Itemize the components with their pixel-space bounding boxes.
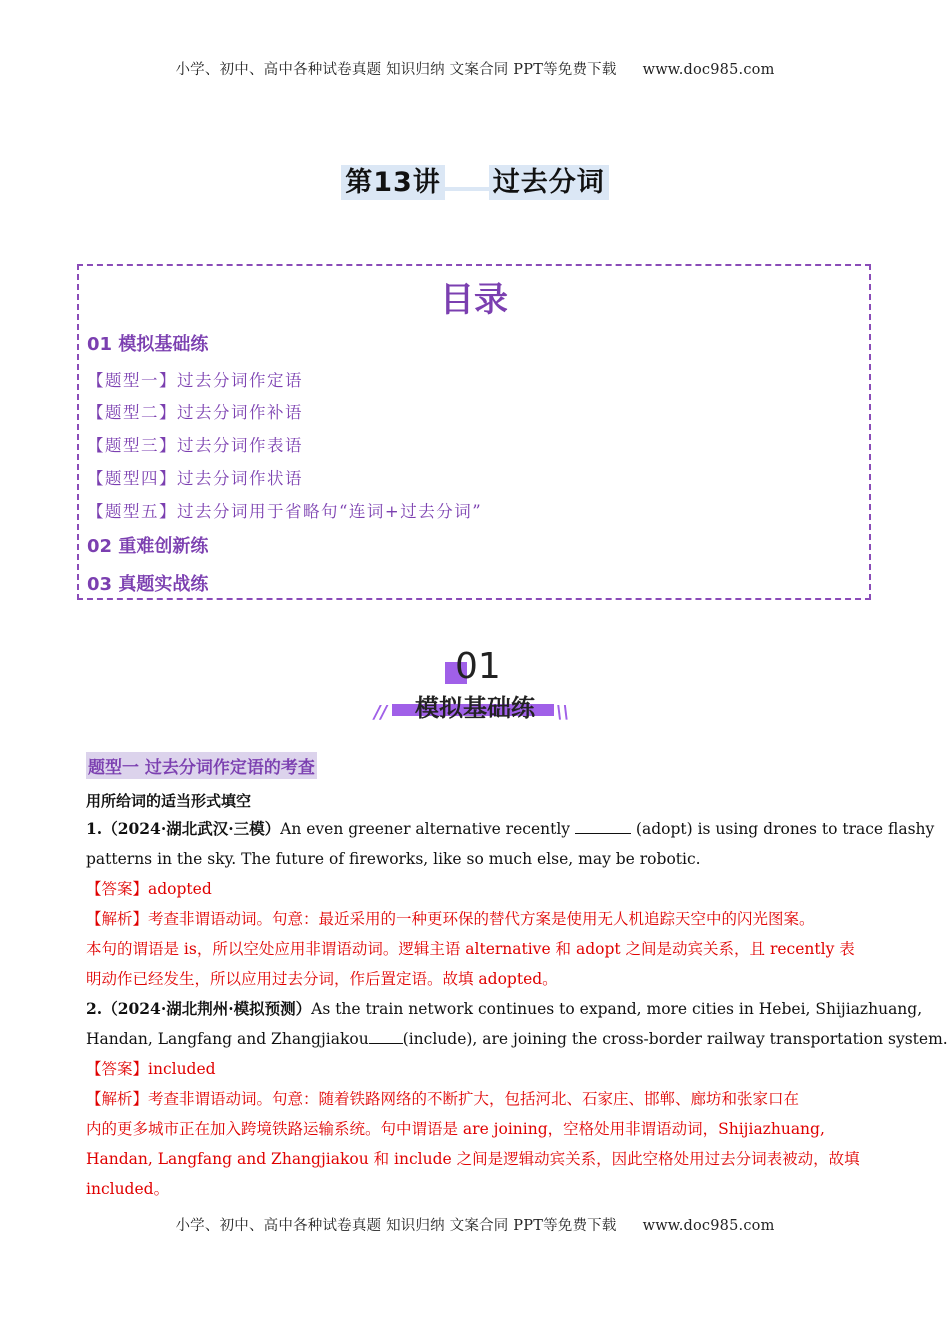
backslash-decoration: \\ [556,702,570,723]
table-of-contents [77,264,871,600]
toc-item[interactable]: 【题型四】过去分词作状语 [87,469,303,488]
section-badge [0,646,950,726]
q2-blank[interactable] [369,1027,403,1044]
page-footer [0,1214,950,1235]
lecture-number: 第13讲 [341,165,445,200]
badge-label: 模拟基础练 [415,694,535,722]
toc-item[interactable]: 【题型二】过去分词作补语 [87,403,303,422]
toc-section-1[interactable]: 01 模拟基础练 [87,334,209,355]
q2-source: （2024·湖北荆州·模拟预测） [102,999,312,1018]
header-text: 小学、初中、高中各种试卷真题 知识归纳 文案合同 PPT等免费下载 [175,62,617,78]
q1-blank[interactable] [575,817,631,834]
footer-text: 小学、初中、高中各种试卷真题 知识归纳 文案合同 PPT等免费下载 [175,1218,617,1234]
q1-source: （2024·湖北武汉·三模） [102,819,281,838]
q2-number: 2. [86,999,103,1018]
toc-item[interactable]: 【题型三】过去分词作表语 [87,436,303,455]
q1-number: 1. [86,819,103,838]
q1-analysis: 【解析】考查非谓语动词。句意：最近采用的一种更环保的替代方案是使用无人机追踪天空中的闪光图案。 [86,910,815,928]
instruction: 用所给词的适当形式填空 [86,792,252,810]
page-header [0,58,950,79]
header-url[interactable]: www.doc985.com [642,62,775,78]
question-1: 1.（2024·湖北武汉·三模）An even greener alternative recently (adopt) is using drones to trace flashy patterns in the sky. The future of fireworks, like so much else, may be robotic. 【答案】adopted 【解析】考查非谓语动词。句意：最近采用的一种更环保的替代方案是使用无人机追踪天空中的闪光图案。 本句的谓语是 is，所以空处应用非谓语动词。逻辑主语 alternative 和 adopt 之间是动宾关系，且 recently 表 明动作已经发生，所以应用过去分词，作后置定语。故填 adopted。 [86,819,935,988]
toc-item[interactable]: 【题型一】过去分词作定语 [87,371,303,390]
q2-analysis: 【解析】考查非谓语动词。句意：随着铁路网络的不断扩大，包括河北、石家庄、邯郸、廊坊和张家口在 [86,1090,800,1108]
toc-heading: 目录 [440,280,508,320]
lecture-topic: 过去分词 [489,165,609,200]
toc-item[interactable]: 【题型五】过去分词用于省略句“连词+过去分词” [87,502,483,521]
q1-answer: 【答案】adopted [86,880,212,898]
question-type-heading: 题型一 过去分词作定语的考查 [86,752,317,779]
toc-section-3[interactable]: 03 真题实战练 [87,574,209,595]
badge-number: 01 [455,646,501,687]
page-title [0,160,950,199]
question-2: 2.（2024·湖北荆州·模拟预测）As the train network continues to expand, more cities in Hebei, Shijiazhuang, Handan, Langfang and Zhangjiakou (include), are joining the cross-border railway transportation system. 【答案】included 【解析】考查非谓语动词。句意：随着铁路网络的不断扩大，包括河北、石家庄、邯郸、廊坊和张家口在 内的更多城市正在加入跨境铁路运输系统。句中谓语是 are joining，空格处用非谓语动词，Shijiazhuang, Handan, Langfang and Zhangjiakou 和 include 之间是逻辑动宾关系，因此空格处用过去分词表被动，故填 included。 [86,999,948,1198]
slash-decoration: // [374,702,388,723]
footer-url[interactable]: www.doc985.com [642,1218,775,1234]
toc-section-2[interactable]: 02 重难创新练 [87,536,209,557]
q2-answer: 【答案】included [86,1060,216,1078]
